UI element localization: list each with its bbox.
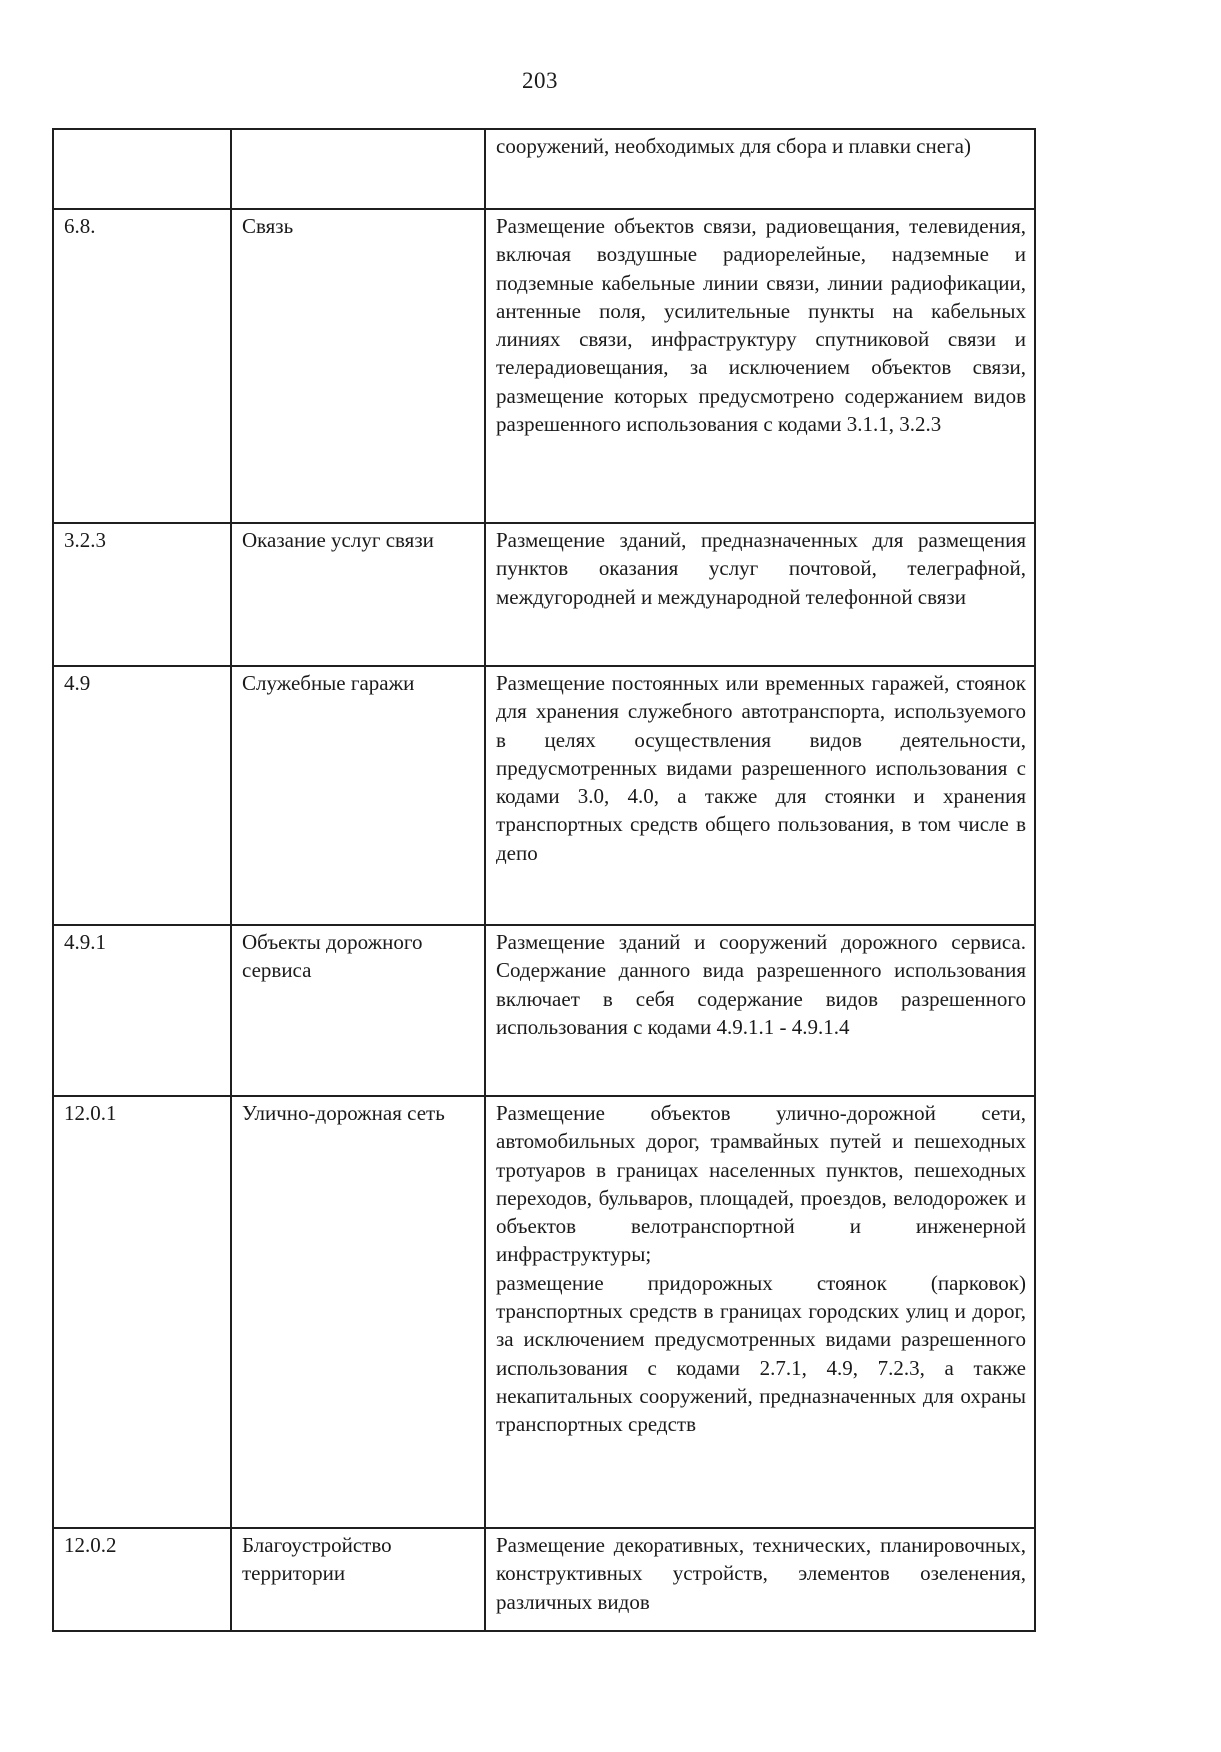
description-text: Размещение объектов связи, радиовещания, телевидения, включая воздушные радиорелейные, надземные и подземные кабельные линии связи, линии радиофикации, антенные поля, усилительные пункты на кабельных линиях связи, инфраструктуру спутниковой связи и телерадиовещания, за исключением объектов связи, размещение которых предусмотрено содержанием видов разрешенного использования с кодами 3.1.1, 3.2.3: [496, 214, 1026, 437]
description-cell: [485, 523, 1035, 666]
table-row: [53, 1096, 1035, 1528]
code-cell: 4.9.1: [53, 925, 231, 1096]
description-cell: [485, 666, 1035, 925]
description-text: размещение придорожных стоянок (парковок) транспортных средств в границах городских улиц и дорог, за исключением предусмотренных видами разрешенного использования с кодами 2.7.1, 4.9, 7.2.3, а также некапитальных сооружений, предназначенных для охраны транспортных средств: [496, 1270, 1026, 1437]
land-use-table: [52, 128, 1036, 1632]
name-cell: Благоустройство территории: [231, 1528, 485, 1631]
description-cell: [485, 129, 1035, 209]
name-cell: Служебные гаражи: [231, 666, 485, 925]
table-row: [53, 523, 1035, 666]
table-row: [53, 925, 1035, 1096]
description-text: сооружений, необходимых для сбора и плавки снега): [496, 134, 971, 158]
description-text: Размещение постоянных или временных гаражей, стоянок для хранения служебного автотранспорта, используемого в целях осуществления видов деятельности, предусмотренных видами разрешенного использования с кодами 3.0, 4.0, а также для стоянки и хранения транспортных средств общего пользования, в том числе в депо: [496, 671, 1026, 865]
description-text: Размещение зданий и сооружений дорожного сервиса. Содержание данного вида разрешенного использования включает в себя содержание видов разрешенного использования с кодами 4.9.1.1 - 4.9.1.4: [496, 930, 1026, 1039]
description-text: Размещение декоративных, технических, планировочных, конструктивных устройств, элементов озеленения, различных видов: [496, 1533, 1026, 1614]
code-cell: 4.9: [53, 666, 231, 925]
name-cell: Оказание услуг связи: [231, 523, 485, 666]
description-text: Размещение объектов улично-дорожной сети, автомобильных дорог, трамвайных путей и пешеходных тротуаров в границах населенных пунктов, пешеходных переходов, бульваров, площадей, проездов, велодорожек и объектов велотранспортной и инженерной инфраструктуры;: [496, 1101, 1026, 1267]
description-text: Размещение зданий, предназначенных для размещения пунктов оказания услуг почтовой, телеграфной, междугородней и международной телефонной связи: [496, 528, 1026, 609]
name-cell: Объекты дорожного сервиса: [231, 925, 485, 1096]
name-cell: Связь: [231, 209, 485, 523]
table-row: [53, 209, 1035, 523]
code-cell: 12.0.1: [53, 1096, 231, 1528]
table-row: [53, 1528, 1035, 1631]
code-cell: [53, 129, 231, 209]
description-cell: [485, 1096, 1035, 1528]
table-row: [53, 129, 1035, 209]
table-row: [53, 666, 1035, 925]
description-cell: [485, 209, 1035, 523]
code-cell: 6.8.: [53, 209, 231, 523]
description-cell: [485, 925, 1035, 1096]
name-cell: [231, 129, 485, 209]
description-cell: [485, 1528, 1035, 1631]
code-cell: 3.2.3: [53, 523, 231, 666]
page-number: 203: [522, 68, 558, 93]
code-cell: 12.0.2: [53, 1528, 231, 1631]
name-cell: Улично-дорожная сеть: [231, 1096, 485, 1528]
